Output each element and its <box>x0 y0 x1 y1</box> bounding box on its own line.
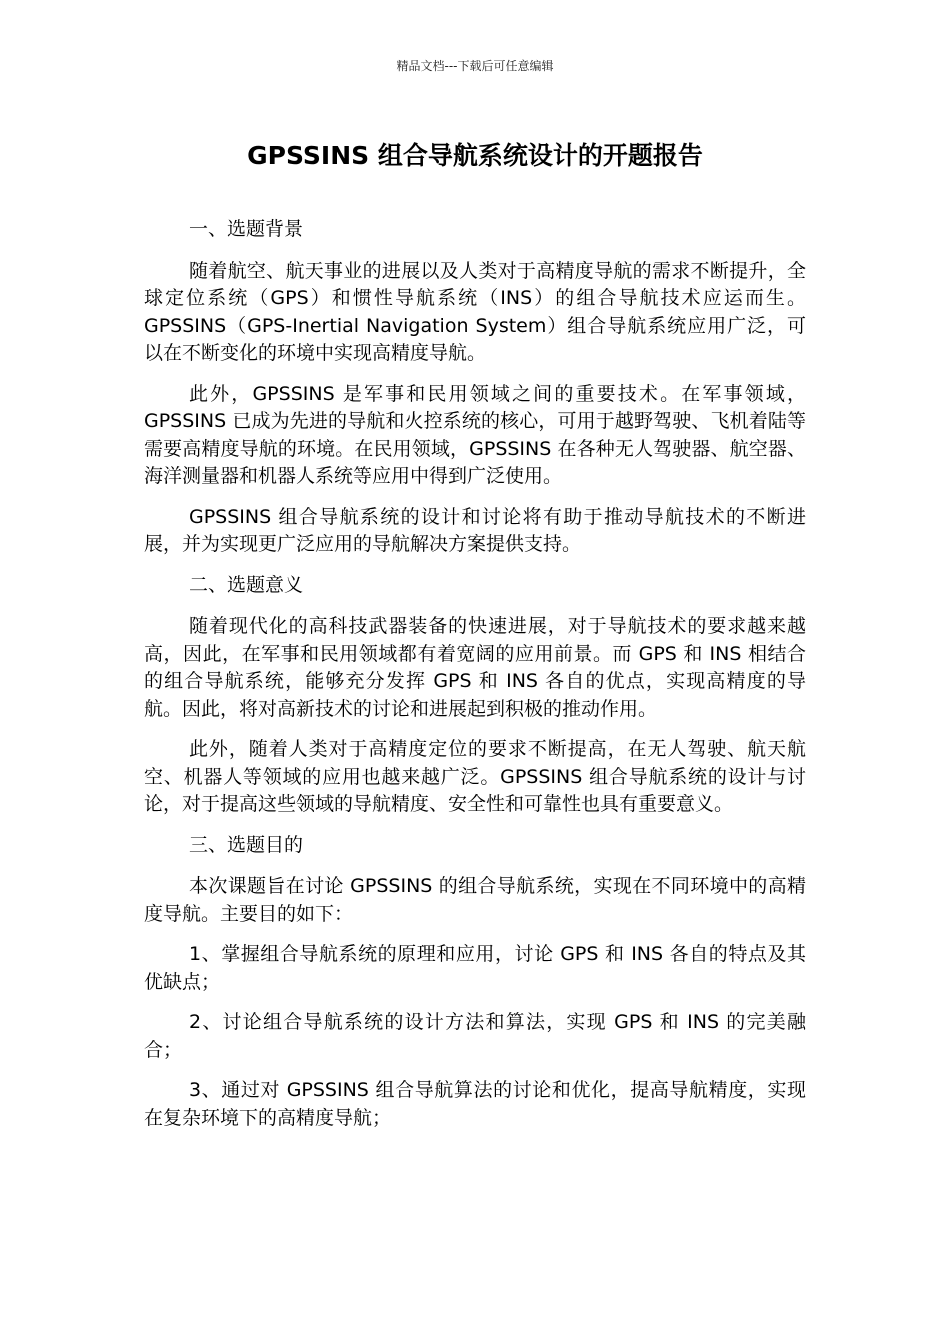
list-item: 1、掌握组合导航系统的原理和应用，讨论 GPS 和 INS 各自的特点及其优缺点； <box>144 943 806 993</box>
document-title: GPSSINS 组合导航系统设计的开题报告 <box>247 141 703 170</box>
paragraph: 此外，GPSSINS 是军事和民用领域之间的重要技术。在军事领域，GPSSINS 已成为先进的导航和火控系统的核心，可用于越野驾驶、飞机着陆等需要高精度导航的环境。在民用领域，GPSSINS 在各种无人驾驶器、航空器、海洋测量器和机器人系统等应用中得到广泛使用。 <box>144 382 806 487</box>
paragraph: 随着航空、航天事业的进展以及人类对于高精度导航的需求不断提升，全球定位系统（GPS）和惯性导航系统（INS）的组合导航技术应运而生。GPSSINS（GPS-Inertial Navigation System）组合导航系统应用广泛，可以在不断变化的环境中实现高精度导航。 <box>144 259 806 364</box>
section-heading-significance: 二、选题意义 <box>189 573 304 596</box>
paragraph: 此外，随着人类对于高精度定位的要求不断提高，在无人驾驶、航天航空、机器人等领域的应用也越来越广泛。GPSSINS 组合导航系统的设计与讨论，对于提高这些领域的导航精度、安全性和可靠性也具有重要意义。 <box>144 738 806 815</box>
section-heading-objectives: 三、选题目的 <box>189 833 304 856</box>
document-body <box>144 216 806 1145</box>
list-item: 3、通过对 GPSSINS 组合导航算法的讨论和优化，提高导航精度，实现在复杂环境下的高精度导航； <box>144 1079 806 1129</box>
paragraph: 随着现代化的高科技武器装备的快速进展，对于导航技术的要求越来越高，因此，在军事和民用领域都有着宽阔的应用前景。而 GPS 和 INS 相结合的组合导航系统，能够充分发挥 GPS 和 INS 各自的优点，实现高精度的导航。因此，将对高新技术的讨论和进展起到积极的推动作用。 <box>144 615 806 720</box>
list-item: 2、讨论组合导航系统的设计方法和算法，实现 GPS 和 INS 的完美融合； <box>144 1011 806 1061</box>
section-heading-background: 一、选题背景 <box>189 218 304 240</box>
paragraph: 本次课题旨在讨论 GPSSINS 的组合导航系统，实现在不同环境中的高精度导航。主要目的如下： <box>144 875 806 925</box>
page-header-note: 精品文档---下载后可任意编辑 <box>396 59 554 73</box>
paragraph: GPSSINS 组合导航系统的设计和讨论将有助于推动导航技术的不断进展，并为实现更广泛应用的导航解决方案提供支持。 <box>144 505 806 555</box>
